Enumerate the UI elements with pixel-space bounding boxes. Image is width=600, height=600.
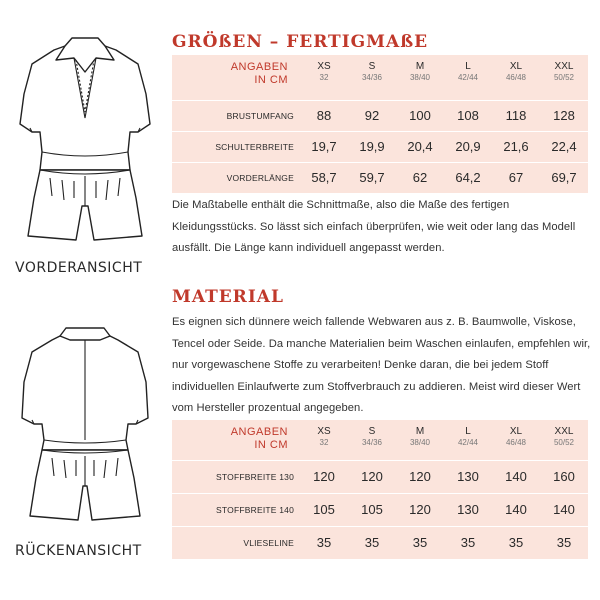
size-range: 38/40 — [409, 438, 431, 447]
size-range: 38/40 — [409, 73, 431, 82]
header-label-line2: IN CM — [254, 439, 288, 451]
fabric-requirements-table — [172, 420, 588, 559]
header-label-line1: ANGABEN — [230, 426, 288, 438]
table-row — [172, 162, 588, 193]
size-header — [348, 420, 396, 460]
size-range: 46/48 — [505, 73, 527, 82]
front-view-label: VORDERANSICHT — [15, 260, 143, 276]
size-range: 50/52 — [553, 73, 575, 82]
cell-value: 21,6 — [503, 139, 529, 154]
cell-value: 105 — [361, 502, 383, 517]
size-name: XL — [509, 61, 523, 72]
cell-value: 35 — [316, 535, 332, 551]
back-view-sketch — [10, 322, 160, 532]
size-range: 34/36 — [361, 73, 383, 82]
cell-value: 35 — [364, 535, 380, 551]
size-name: S — [368, 426, 376, 437]
cell-value: 140 — [553, 502, 575, 517]
cell-value: 130 — [457, 502, 479, 517]
size-name: S — [368, 61, 376, 72]
cell-value: 35 — [556, 535, 572, 551]
row-label: SCHULTERBREITE — [215, 141, 294, 152]
size-name: XS — [317, 426, 331, 437]
material-description: Es eignen sich dünnere weich fallende Webwaren aus z. B. Baumwolle, Viskose, Tencel oder Seide. Da manche Materialien beim Waschen einlaufen, empfehlen wir, nur vorgewaschene Stoffe zu verarbeiten! Denke daran, die bei jedem Stoff individuellen Einlaufwerte zum Stoffverbrauch zu addieren. Meist wird dieser Wert vom Hersteller prozentual angegeben. — [172, 316, 591, 414]
table-row — [172, 493, 588, 526]
cell-value: 20,4 — [407, 139, 433, 154]
cell-value: 120 — [409, 469, 431, 484]
size-range: 42/44 — [457, 73, 479, 82]
front-garment-illustration — [10, 28, 160, 250]
cell-value: 100 — [409, 108, 431, 123]
table-header-label — [172, 55, 300, 100]
table-row — [172, 460, 588, 493]
cell-value: 105 — [313, 502, 335, 517]
size-name: L — [465, 426, 471, 437]
cell-value: 64,2 — [455, 170, 481, 186]
row-label: BRUSTUMFANG — [226, 110, 294, 121]
cell-value: 160 — [553, 469, 575, 484]
table-row — [172, 131, 588, 162]
cell-value: 140 — [505, 469, 527, 484]
size-name: XL — [509, 426, 523, 437]
size-name: M — [415, 61, 425, 72]
cell-value: 130 — [457, 469, 479, 484]
cell-value: 19,9 — [359, 139, 385, 154]
size-header — [492, 55, 540, 100]
size-header — [300, 55, 348, 100]
row-label: STOFFBREITE 130 — [216, 471, 294, 482]
cell-value: 128 — [553, 108, 575, 123]
front-view-sketch — [10, 28, 160, 250]
cell-value: 59,7 — [359, 170, 385, 186]
row-label: VORDERLÄNGE — [226, 172, 294, 183]
size-range: 42/44 — [457, 438, 479, 447]
cell-value: 35 — [412, 535, 428, 551]
size-header — [396, 420, 444, 460]
cell-value: 62 — [412, 170, 428, 186]
size-range: 32 — [319, 438, 329, 447]
size-range: 32 — [319, 73, 329, 82]
cell-value: 92 — [364, 108, 380, 123]
size-header — [396, 55, 444, 100]
size-range: 46/48 — [505, 438, 527, 447]
size-name: M — [415, 426, 425, 437]
back-garment-illustration — [10, 322, 160, 532]
cell-value: 120 — [409, 502, 431, 517]
size-header — [444, 420, 492, 460]
size-header — [492, 420, 540, 460]
sizes-section-title: GRÖßEN – FERTIGMAßE — [172, 32, 429, 52]
size-range: 50/52 — [553, 438, 575, 447]
size-range: 34/36 — [361, 438, 383, 447]
cell-value: 35 — [508, 535, 524, 551]
size-header — [540, 55, 588, 100]
cell-value: 69,7 — [551, 170, 577, 186]
finished-measurements-table — [172, 55, 588, 193]
size-header — [540, 420, 588, 460]
back-view-label: RÜCKENANSICHT — [15, 543, 142, 559]
size-name: XXL — [554, 61, 574, 72]
cell-value: 58,7 — [311, 170, 337, 186]
size-name: L — [465, 61, 471, 72]
cell-value: 140 — [505, 502, 527, 517]
cell-value: 120 — [361, 469, 383, 484]
table-row — [172, 100, 588, 131]
size-header — [348, 55, 396, 100]
sizes-description: Die Maßtabelle enthält die Schnittmaße, also die Maße des fertigen Kleidungsstücks. So lässt sich einfach überprüfen, wie weit oder lang das Modell ausfällt. Die Länge kann individuell angepasst werden. — [172, 199, 576, 254]
cell-value: 35 — [460, 535, 476, 551]
row-label: VLIESELINE — [243, 537, 294, 548]
size-name: XS — [317, 61, 331, 72]
cell-value: 88 — [316, 108, 332, 123]
cell-value: 120 — [313, 469, 335, 484]
table-header-label — [172, 420, 300, 460]
cell-value: 108 — [457, 108, 479, 123]
header-label-line2: IN CM — [254, 74, 288, 86]
size-name: XXL — [554, 426, 574, 437]
table-row — [172, 526, 588, 559]
cell-value: 67 — [508, 170, 524, 186]
cell-value: 118 — [505, 108, 527, 123]
cell-value: 20,9 — [455, 139, 481, 154]
material-section-title: MATERIAL — [172, 287, 284, 307]
size-header — [300, 420, 348, 460]
row-label: STOFFBREITE 140 — [216, 504, 294, 515]
header-label-line1: ANGABEN — [230, 61, 288, 73]
cell-value: 22,4 — [551, 139, 577, 154]
size-header — [444, 55, 492, 100]
cell-value: 19,7 — [311, 139, 337, 154]
